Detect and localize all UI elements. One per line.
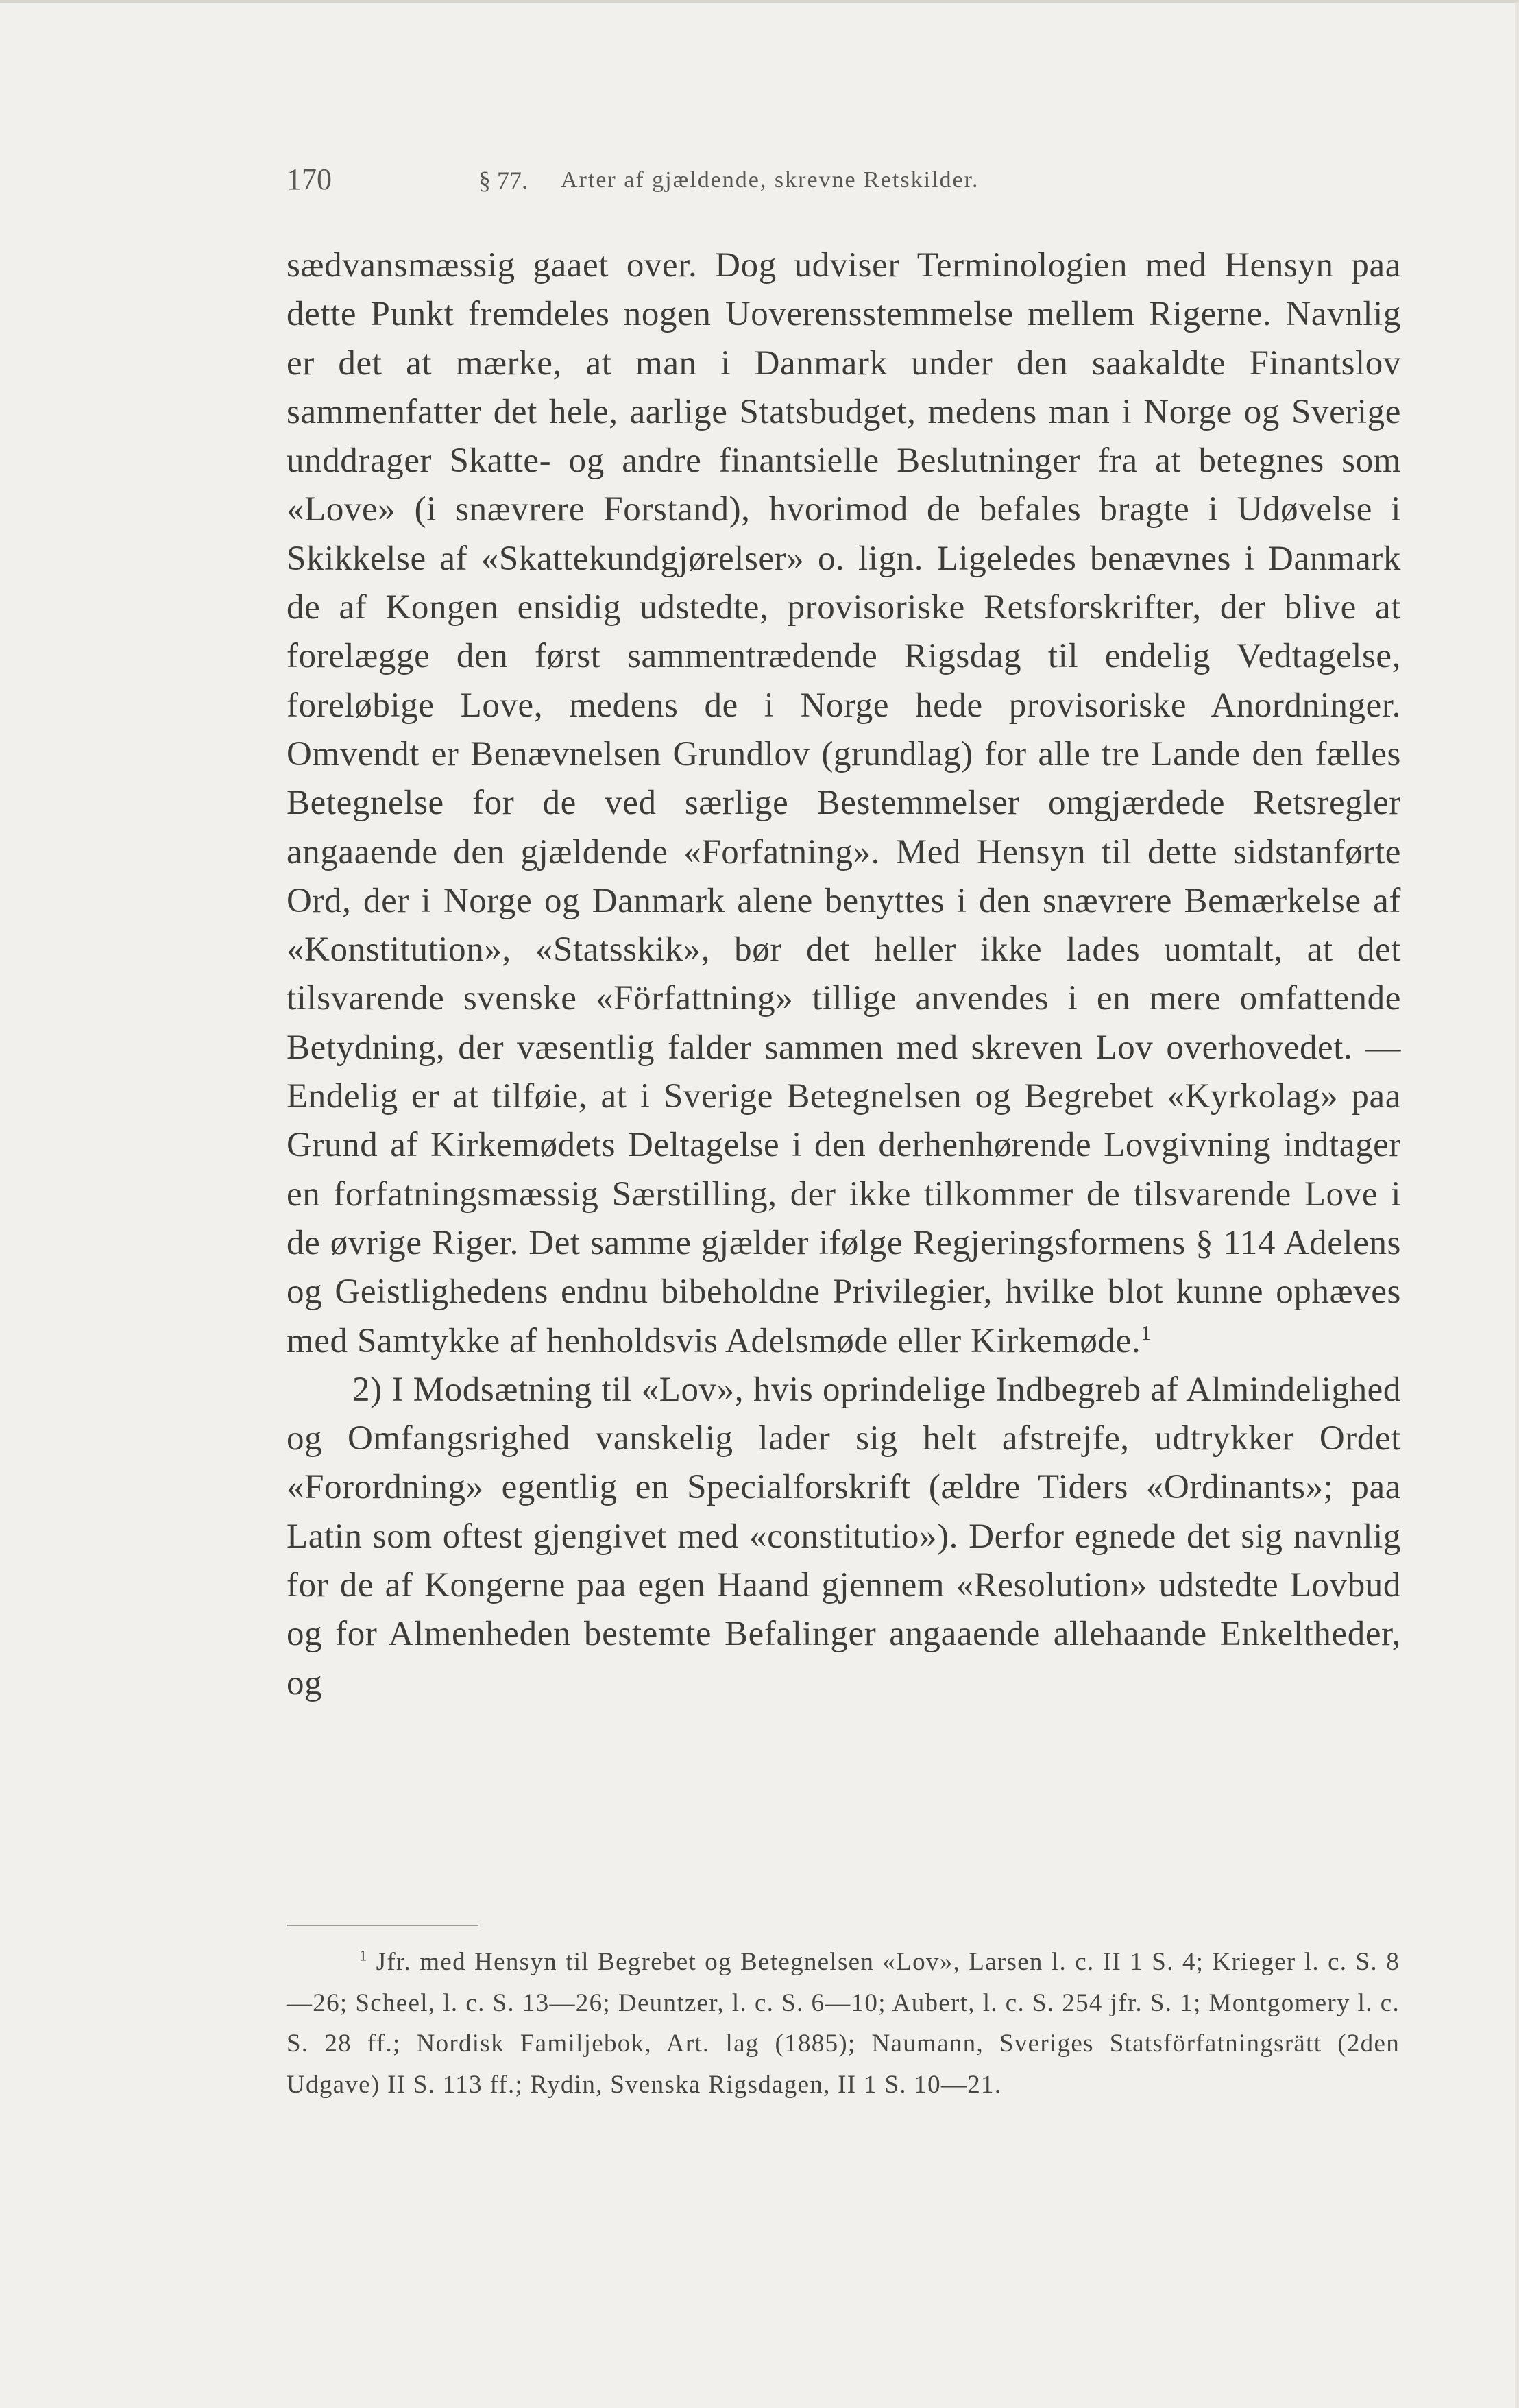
footnote-reference: 1	[1141, 1321, 1152, 1345]
footnote-divider	[287, 1925, 478, 1926]
running-head	[287, 162, 1411, 210]
footnote-marker: 1	[359, 1947, 368, 1964]
paragraph-1	[287, 241, 1401, 1366]
running-title: Arter af gjældende, skrevne Retskilder.	[561, 167, 980, 193]
paragraph-1-text: sædvansmæssig gaaet over. Dog udviser Terminologien med Hensyn paa dette Punkt fremdeles nogen Uoverensstemmelse mellem Rigerne. Navnlig er det at mærke, at man i Danmark under den saakaldte Finantslov sammenfatter det hele, aarlige Statsbudget, medens man i Norge og Sverige unddrager Skatte- og andre finantsielle Beslutninger fra at betegnes som «Love» (i snævrere Forstand), hvorimod de befales bragte i Udøvelse i Skikkelse af «Skattekundgjørelser» o. lign. Ligeledes benævnes i Danmark de af Kongen ensidig udstedte, provisoriske Retsforskrifter, der blive at forelægge den først sammentrædende Rigsdag til endelig Vedtagelse, foreløbige Love, medens de i Norge hede provisoriske Anordninger. Omvendt er Benævnelsen Grundlov (grundlag) for alle tre Lande den fælles Betegnelse for de ved særlige Bestemmelser omgjærdede Retsregler angaaende den gjældende «Forfatning». Med Hensyn til dette sidstanførte Ord, der i Norge og Danmark alene benyttes i den snævrere Bemærkelse af «Konstitution», «Statsskik», bør det heller ikke lades uomtalt, at det tilsvarende svenske «Författning» tillige anvendes i en mere omfattende Betydning, der væsentlig falder sammen med skreven Lov overhovedet. — Endelig er at tilføie, at i Sverige Betegnelsen og Begrebet «Kyrkolag» paa Grund af Kirkemødets Deltagelse i den derhenhørende Lovgivning indtager en forfatningsmæssig Særstilling, der ikke tilkommer de tilsvarende Love i de øvrige Riger. Det samme gjælder ifølge Regjeringsformens § 114 Adelens og Geistlighedens endnu bibeholdne Privilegier, hvilke blot kunne ophæves med Samtykke af henholdsvis Adelsmøde eller Kirkemøde.	[287, 246, 1401, 1360]
section-number: § 77.	[478, 167, 528, 194]
footnotes	[287, 1942, 1400, 2105]
footnote-1-text: Jfr. med Hensyn til Begrebet og Betegnelsen «Lov», Larsen l. c. II 1 S. 4; Krieger l. c. S. 8—26; Scheel, l. c. S. 13—26; Deuntzer, l. c. S. 6—10; Aubert, l. c. S. 254 jfr. S. 1; Montgomery l. c. S. 28 ff.; Nordisk Familjebok, Art. lag (1885); Naumann, Sveriges Statsförfatningsrätt (2den Udgave) II S. 113 ff.; Rydin, Svenska Rigsdagen, II 1 S. 10—21.	[287, 1948, 1400, 2099]
footnote-1	[287, 1942, 1400, 2105]
page-number: 170	[287, 162, 332, 196]
paragraph-2: 2) I Modsætning til «Lov», hvis oprindelige Indbegreb af Almindelighed og Omfangsrighed vanskelig lader sig helt afstrejfe, udtrykker Ordet «Forordning» egentlig en Specialforskrift (ældre Tiders «Ordinants»; paa Latin som oftest gjengivet med «constitutio»). Derfor egnede det sig navnlig for de af Kongerne paa egen Haand gjennem «Resolution» udstedte Lovbud og for Almenheden bestemte Befalinger angaaende allehaande Enkeltheder, og	[287, 1370, 1401, 1702]
main-text	[287, 241, 1401, 1708]
page-shadow	[1515, 3, 1519, 2408]
